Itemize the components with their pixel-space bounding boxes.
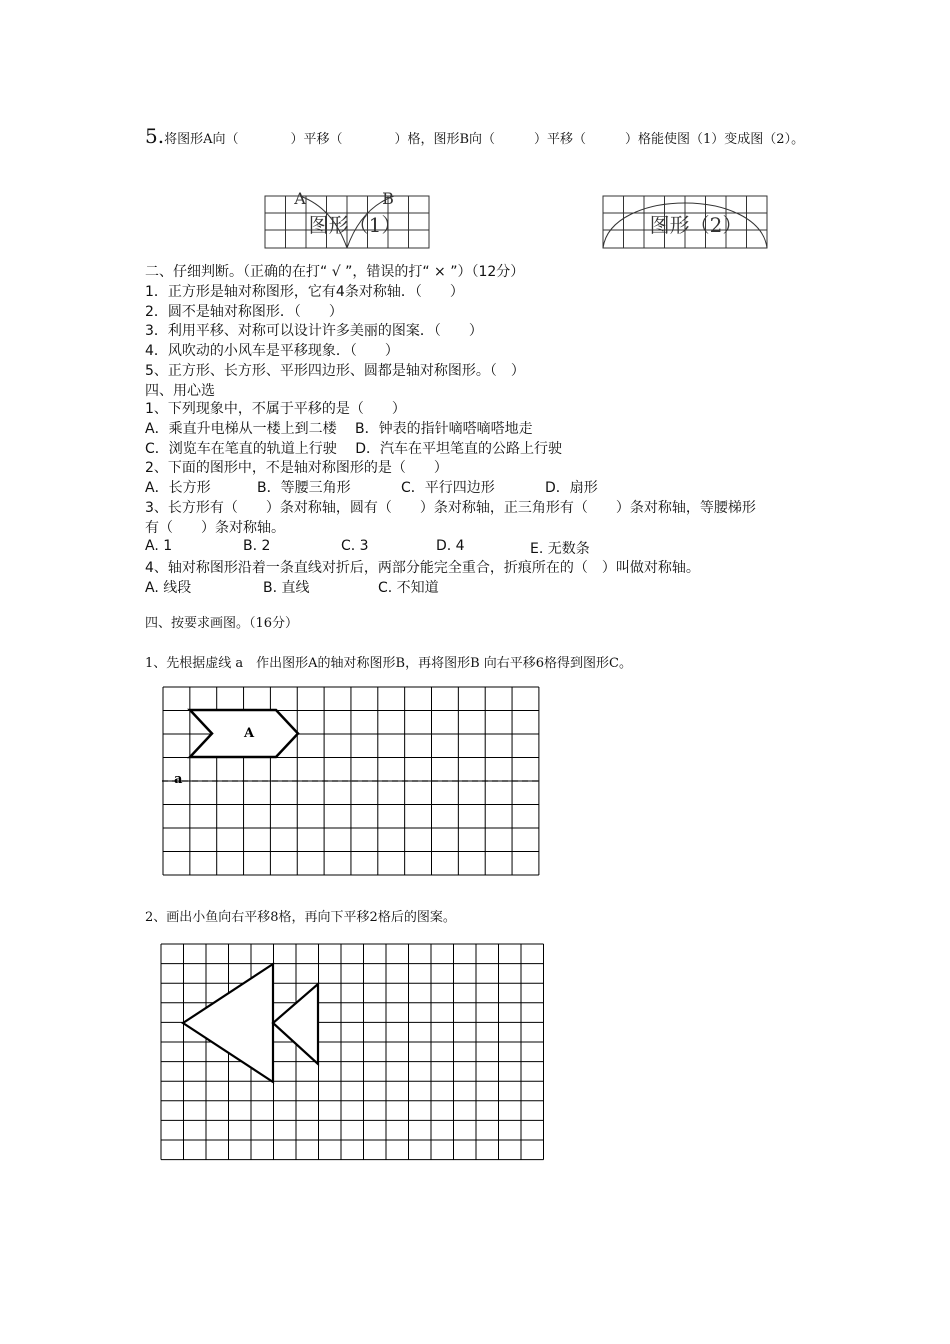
choice-q2-option-d: D．扇形 <box>545 480 598 496</box>
choice-q2: 2、下面的图形中，不是轴对称图形的是（ ） <box>145 460 448 476</box>
choice-q3-option-d: D. 4 <box>436 538 465 554</box>
choice-q3-option-e: E. 无数条 <box>530 541 590 557</box>
drawing-grid-2 <box>160 943 548 1163</box>
choice-q4-option-c: C. 不知道 <box>378 580 439 596</box>
question-5 <box>145 124 804 148</box>
drawing-q1: 1、先根据虚线 a 作出图形A的轴对称图形B，再将图形B 向右平移6格得到图形C。 <box>145 656 632 671</box>
choice-q1-options-2: C．浏览车在笔直的轨道上行驶 D．汽车在平坦笔直的公路上行驶 <box>145 441 563 457</box>
drawing-q2: 2、画出小鱼向右平移8格，再向下平移2格后的图案。 <box>145 910 456 925</box>
choice-q3-option-b: B. 2 <box>243 538 271 554</box>
question-5-number: 5. <box>145 124 165 148</box>
choice-q3-option-a: A. 1 <box>145 538 173 554</box>
choice-q1-options-1: A．乘直升电梯从一楼上到二楼 B．钟表的指针嘀嗒嘀嗒地走 <box>145 421 533 437</box>
figure-1-label-b: B <box>382 189 394 208</box>
choice-q4-option-b: B. 直线 <box>263 580 310 596</box>
section-2-item-1: 1．正方形是轴对称图形，它有4条对称轴．（ ） <box>145 284 464 300</box>
section-2-title: 二、仔细判断。（正确的在打“ √ ”，错误的打“ × ”）（12分） <box>145 264 525 280</box>
choice-q2-option-c: C．平行四边形 <box>401 480 495 496</box>
section-2-item-3: 3．利用平移、对称可以设计许多美丽的图案．（ ） <box>145 323 483 339</box>
choice-q1: 1、下列现象中，不属于平移的是（ ） <box>145 401 406 417</box>
figure-2-caption: 图形（2） <box>649 213 743 237</box>
section-2-item-5: 5、正方形、长方形、平形四边形、圆都是轴对称图形。（ ） <box>145 363 525 379</box>
figure-2 <box>601 190 771 250</box>
choice-q4: 4、轴对称图形沿着一条直线对折后，两部分能完全重合，折痕所在的（ ）叫做对称轴。 <box>145 560 700 576</box>
figure-1-caption: 图形（1） <box>308 213 402 237</box>
choice-q3-option-c: C. 3 <box>341 538 369 554</box>
choice-q2-option-a: A．长方形 <box>145 480 211 496</box>
drawing-grid-1 <box>162 686 542 876</box>
figure-1-label-a: A <box>294 189 306 208</box>
choice-q3-line-1: 3、长方形有（ ）条对称轴，圆有（ ）条对称轴，正三角形有（ ）条对称轴，等腰梯形 <box>145 500 756 516</box>
figure-1 <box>263 190 433 250</box>
section-4a-title: 四、用心选 <box>145 383 215 399</box>
choice-q2-option-b: B．等腰三角形 <box>257 480 351 496</box>
shape-a-label: A <box>243 726 255 741</box>
section-4b-title: 四、按要求画图。（16分） <box>145 616 299 631</box>
choice-q4-option-a: A. 线段 <box>145 580 192 596</box>
section-2-item-4: 4．风吹动的小风车是平移现象．（ ） <box>145 343 399 359</box>
section-2-item-2: 2．圆不是轴对称图形．（ ） <box>145 304 343 320</box>
axis-a-label: a <box>174 772 183 787</box>
choice-q3-line-2: 有（ ）条对称轴。 <box>145 520 285 536</box>
question-5-text: 将图形A向（ ）平移（ ）格，图形B向（ ）平移（ ）格能使图（1）变成图（2）。 <box>164 132 805 147</box>
